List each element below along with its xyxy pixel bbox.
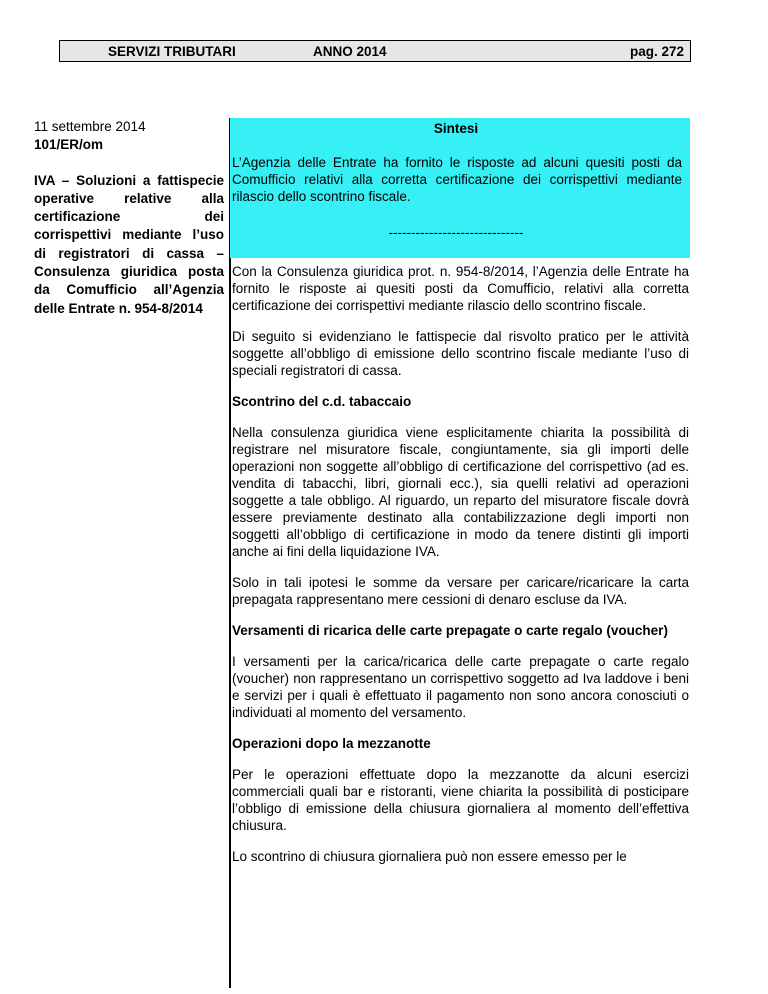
paragraph: Con la Consulenza giuridica prot. n. 954-8/2014, l’Agenzia delle Entrate ha fornito le risposte ai quesiti posti da Comufficio, relativi alla corretta certificazione dei corrispettivi mediante rilascio dello scontrino fiscale. xyxy=(232,264,689,313)
section-heading: Scontrino del c.d. tabaccaio xyxy=(232,394,412,409)
document-title: IVA – Soluzioni a fattispecie operative relative alla certificazione dei corrispettivi mediante l’uso di registratori di cassa – Consulenza giuridica posta da Comufficio all’Agenzia delle Entrate n. 954-8/2014 xyxy=(34,172,224,316)
summary-text: L’Agenzia delle Entrate ha fornito le risposte ad alcuni quesiti posti da Comufficio relativi alla corretta certificazione dei corrispettivi mediante rilascio dello scontrino fiscale. xyxy=(232,155,682,204)
document-date: 11 settembre 2014 xyxy=(34,119,146,134)
header-section-title: SERVIZI TRIBUTARI xyxy=(108,44,236,59)
section-heading: Versamenti di ricarica delle carte prepagate o carte regalo (voucher) xyxy=(232,623,668,638)
document-reference: 101/ER/om xyxy=(34,137,104,153)
sidebar xyxy=(34,118,224,318)
paragraph: Per le operazioni effettuate dopo la mezzanotte da alcuni esercizi commerciali quali bar e ristoranti, viene chiarita la possibilità di posticipare l’obbligo di emissione della chiusura giornaliera al momento dell’effettiva chiusura. xyxy=(232,767,689,833)
paragraph: Lo scontrino di chiusura giornaliera può non essere emesso per le xyxy=(232,849,627,864)
paragraph: Solo in tali ipotesi le somme da versare per caricare/ricaricare la carta prepagata rappresentano mere cessioni di denaro escluse da IVA. xyxy=(232,575,689,607)
header-year: ANNO 2014 xyxy=(313,44,387,59)
page-header xyxy=(59,40,691,62)
article-body xyxy=(232,263,689,879)
summary-separator: ------------------------------ xyxy=(388,225,524,240)
header-page-number: pag. 272 xyxy=(629,44,684,59)
section-heading: Operazioni dopo la mezzanotte xyxy=(232,736,431,751)
paragraph: I versamenti per la carica/ricarica delle carte prepagate o carte regalo (voucher) non rappresentano un corrispettivo soggetto ad Iva laddove i beni e servizi per i quali è effettuato il pagamento non sono ancora conosciuti o individuati al momento del versamento. xyxy=(232,654,689,720)
paragraph: Nella consulenza giuridica viene esplicitamente chiarita la possibilità di registrare nel misuratore fiscale, congiuntamente, sia gli importi delle operazioni non soggette all’obbligo di certificazione del corrispettivo (ad es. vendita di tabacchi, libri, giornali ecc.), sia quelli relativi ad operazioni soggette a tale obbligo. Al riguardo, un reparto del misuratore fiscale dovrà essere previamente destinato alla contabilizzazione degli importi non soggetti all’obbligo di certificazione in modo da tenere distinti gli importi anche ai fini della liquidazione IVA. xyxy=(232,425,689,559)
summary-box xyxy=(230,118,690,258)
summary-title: Sintesi xyxy=(433,121,479,136)
paragraph: Di seguito si evidenziano le fattispecie dal risvolto pratico per le attività soggette all’obbligo di emissione dello scontrino fiscale mediante l’uso di speciali registratori di cassa. xyxy=(232,329,689,378)
